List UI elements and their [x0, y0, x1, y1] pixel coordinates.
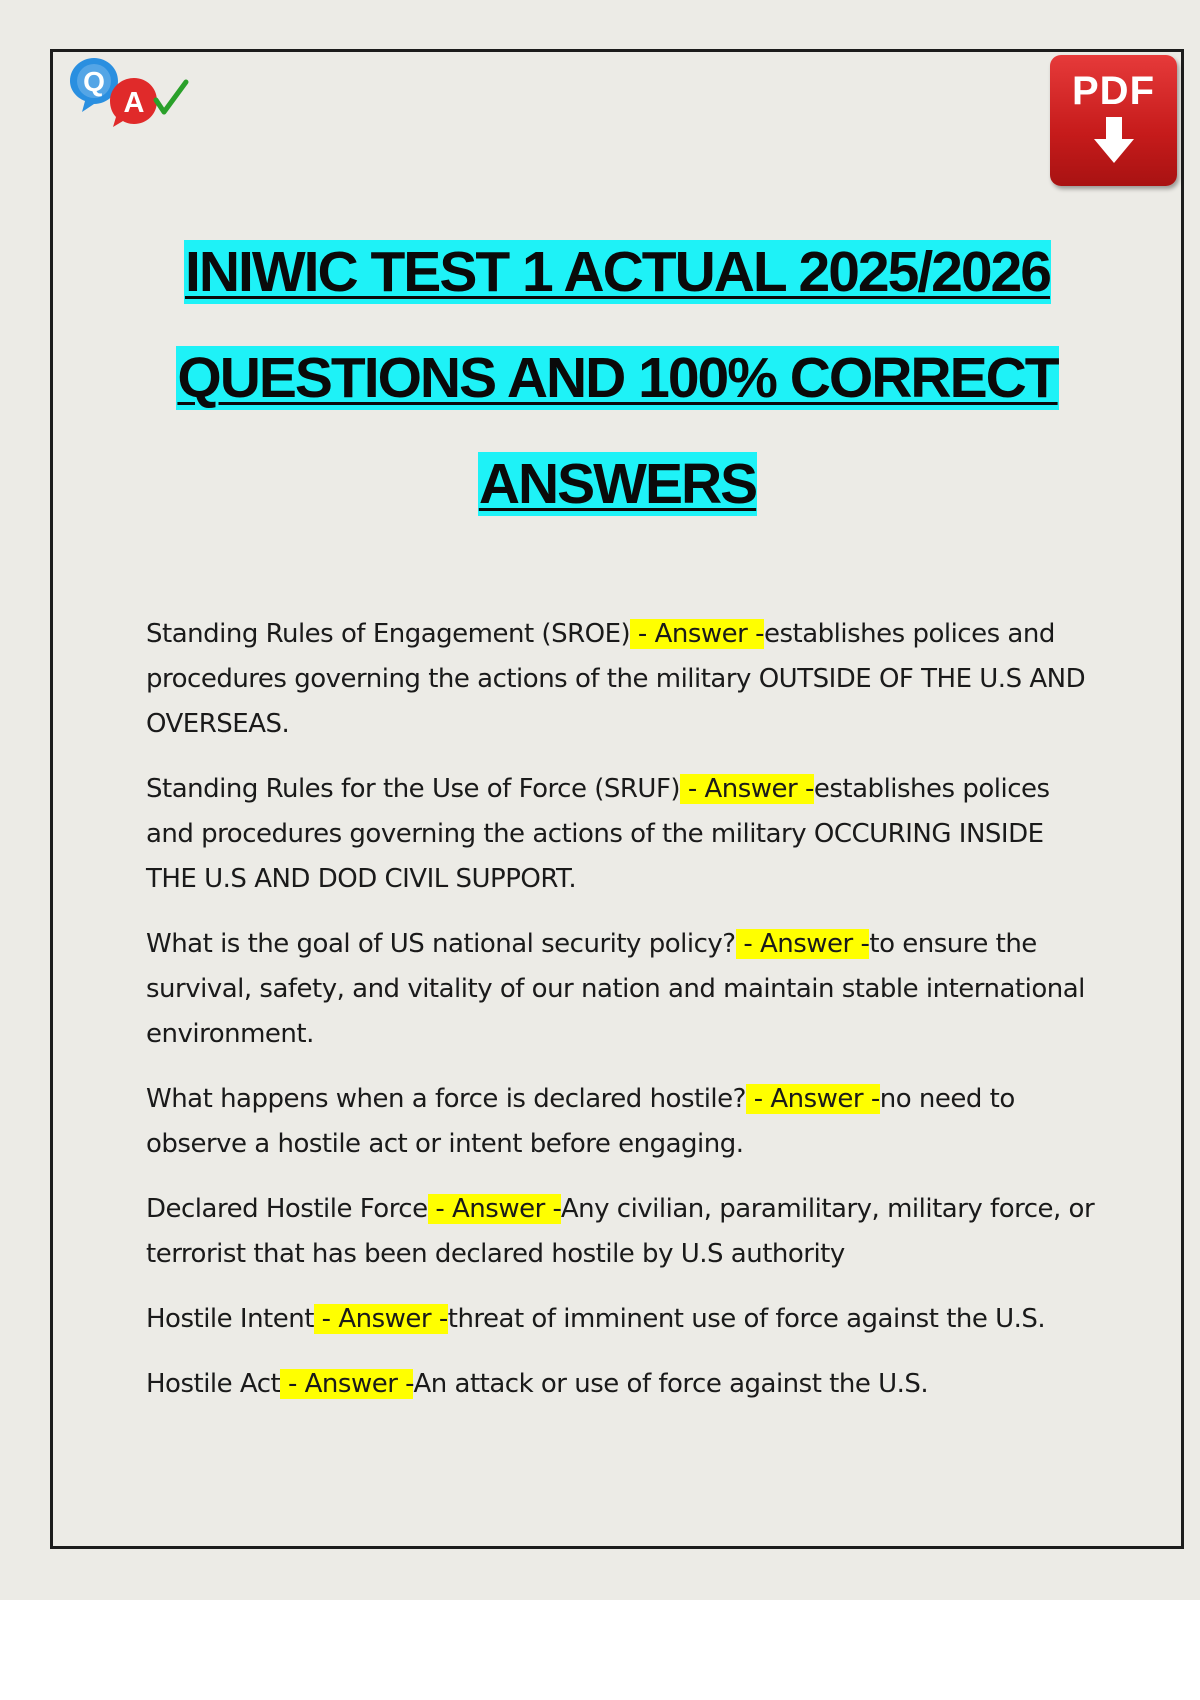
answer-marker: - Answer -	[427, 1194, 561, 1224]
download-arrow-icon	[1092, 117, 1136, 165]
answer-marker: - Answer -	[680, 774, 814, 804]
answer-marker: - Answer -	[313, 1304, 448, 1334]
a-letter: A	[123, 87, 145, 119]
question-text: Standing Rules of Engagement (SROE)	[146, 619, 631, 649]
qa-item	[146, 1362, 1096, 1407]
title-line-3: ANSWERS	[478, 452, 757, 516]
answer-text: Any civilian, paramilitary, military force, or terrorist that has been declared hostile by U.S authority	[146, 1194, 1095, 1269]
qa-item	[146, 1077, 1096, 1167]
answer-marker: - Answer -	[630, 619, 764, 649]
question-text: Hostile Intent	[146, 1304, 314, 1334]
question-text: Hostile Act	[146, 1369, 281, 1399]
answer-text: establishes polices and procedures governing the actions of the military OCCURING INSIDE THE U.S AND DOD CIVIL SUPPORT.	[146, 774, 1050, 894]
answer-text: An attack or use of force against the U.S.	[413, 1369, 929, 1399]
qa-item	[146, 922, 1096, 1057]
qa-item	[146, 767, 1096, 902]
answer-text: establishes polices and procedures governing the actions of the military OUTSIDE OF THE U.S AND OVERSEAS.	[146, 619, 1086, 739]
qa-list	[146, 612, 1096, 1427]
document-title	[60, 240, 1175, 558]
pdf-label: PDF	[1072, 69, 1155, 113]
qa-item	[146, 1187, 1096, 1277]
check-icon	[156, 82, 186, 112]
pdf-download-badge[interactable]	[1050, 55, 1177, 186]
title-line-1: INIWIC TEST 1 ACTUAL 2025/2026	[185, 240, 1050, 304]
question-text: Standing Rules for the Use of Force (SRUF)	[146, 774, 681, 804]
answer-marker: - Answer -	[735, 929, 870, 959]
title-line-2: QUESTIONS AND 100% CORRECT	[177, 346, 1058, 410]
question-text: Declared Hostile Force	[146, 1194, 428, 1224]
qa-item	[146, 1297, 1096, 1342]
qa-logo-icon	[68, 56, 198, 132]
question-text: What is the goal of US national security policy?	[146, 929, 736, 959]
answer-text: no need to observe a hostile act or intent before engaging.	[146, 1084, 1015, 1159]
answer-marker: - Answer -	[745, 1084, 880, 1114]
question-text: What happens when a force is declared hostile?	[146, 1084, 746, 1114]
answer-text: to ensure the survival, safety, and vitality of our nation and maintain stable international environment.	[146, 929, 1085, 1049]
answer-text: threat of imminent use of force against the U.S.	[447, 1304, 1046, 1334]
qa-item	[146, 612, 1096, 747]
q-letter: Q	[83, 66, 105, 97]
answer-marker: - Answer -	[280, 1369, 414, 1399]
